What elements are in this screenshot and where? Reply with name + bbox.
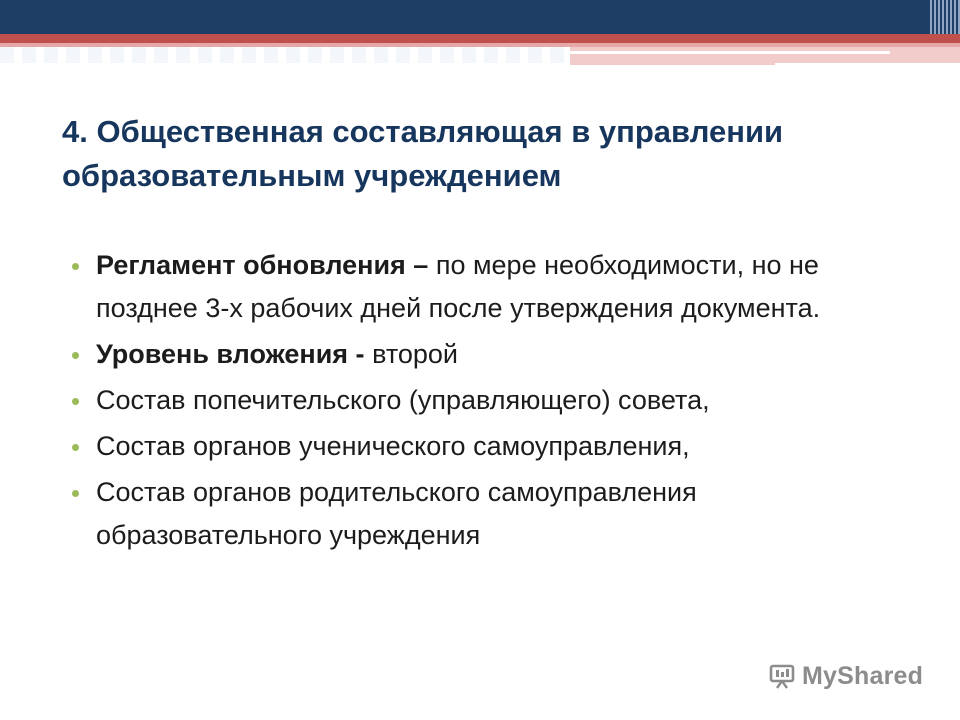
bullet-text: второй xyxy=(364,339,459,369)
bullet-item xyxy=(72,471,912,557)
slide-title: 4. Общественная составляющая в управлении образовательным учреждением xyxy=(62,114,784,193)
presentation-board-icon xyxy=(768,662,796,690)
header-band-faint xyxy=(0,47,570,63)
bullet-bold: Уровень вложения - xyxy=(96,339,365,369)
bullet-dot-icon xyxy=(72,490,79,497)
bullet-text: Состав органов ученического самоуправления, xyxy=(96,431,690,461)
bullet-bold: Регламент обновления – xyxy=(96,250,429,280)
watermark-logo[interactable] xyxy=(768,659,923,693)
bullet-text: Состав попечительского (управляющего) совета, xyxy=(96,385,710,415)
header-stripes xyxy=(928,0,960,34)
bullet-item xyxy=(72,379,912,422)
header-line xyxy=(570,51,890,54)
bullet-text: по мере необходимости, но не позднее 3-х рабочих дней после утверждения документа. xyxy=(96,250,821,323)
bullet-dot-icon xyxy=(72,444,79,451)
bullet-dot-icon xyxy=(72,398,79,405)
bullet-item xyxy=(72,333,912,376)
watermark-text: MyShared xyxy=(802,661,924,690)
bullet-item xyxy=(72,425,912,468)
header-line-2 xyxy=(775,63,960,65)
header-band-red xyxy=(0,34,960,43)
bullet-text: Состав органов родительского самоуправления образовательного учреждения xyxy=(96,477,697,550)
bullet-item xyxy=(72,244,912,330)
bullet-list xyxy=(72,244,912,560)
header-band-blue xyxy=(0,0,960,34)
bullet-dot-icon xyxy=(72,263,79,270)
bullet-dot-icon xyxy=(72,352,79,359)
